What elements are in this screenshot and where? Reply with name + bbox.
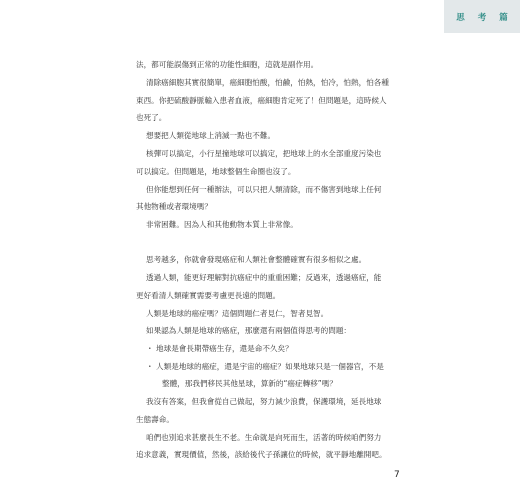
text-line: 我沒有答案，但我會從自己做起，努力減少浪費，保護環境，延長地球 — [146, 397, 382, 406]
text-line: 咱們也別追求甚麼長生不老。生命就是向死而生，活著的時候咱們努力 — [146, 433, 382, 442]
text-line: 思考越多，你就會發現癌症和人類社會整體確實有很多相似之處。 — [146, 255, 367, 264]
text-line: 可以搞定。但問題是，地球整個生命圈也沒了。 — [136, 167, 296, 176]
text-line: 也死了。 — [136, 113, 167, 122]
text-line: 清除癌細胞其實很簡單，癌細胞怕酸，怕鹼，怕熱，怕冷，怕熱，怕各種 — [146, 78, 389, 87]
bullet-line: ・ 人類是地球的癌症，還是宇宙的癌症？如果地球只是一個器官，不是 — [146, 362, 384, 371]
text-line: 核彈可以搞定，小行星撞地球可以搞定，把地球上的水全部重度污染也 — [146, 149, 382, 158]
text-line: 東西。你把硫酸靜脈輸入患者血液，癌細胞肯定死了！但問題是，這時候人 — [136, 96, 387, 105]
text-line: 但你能想到任何一種辦法，可以只把人類清除，而不傷害到地球上任何 — [146, 185, 382, 194]
text-line: 生態壽命。 — [136, 415, 174, 424]
text-line: 追求意義，實現價值，然後，該給後代子孫讓位的時候，就平靜地離開吧。 — [136, 450, 387, 459]
bullet-line: ・ 地球是會長期帶癌生存，還是命不久矣？ — [146, 344, 293, 353]
text-line: 透過人類，能更好理解對抗癌症中的重重困難；反過來，透過癌症，能 — [146, 273, 382, 282]
text-line: 非常困難。因為人和其他動物本質上非常像。 — [146, 220, 298, 229]
text-line: 更好看清人類確實需要考慮更長遠的問題。 — [136, 291, 281, 300]
text-line: 人類是地球的癌症嗎？這個問題仁者見仁，智者見智。 — [146, 309, 329, 318]
text-line: 其他物種或者環境嗎？ — [136, 202, 212, 211]
section-title: 思 考 篇 — [456, 12, 513, 23]
text-line: 想要把人類從地球上消滅一點也不難。 — [146, 131, 276, 140]
section-header-tab — [444, 0, 520, 33]
text-line: 法，都可能誤傷到正常的功能性細胞，這就是副作用。 — [136, 60, 319, 69]
bullet-continuation-line: 整體，那我們移民其他星球，算新的“癌症轉移”嗎？ — [162, 379, 337, 388]
page-number: 7 — [394, 470, 400, 480]
text-line: 如果認為人類是地球的癌症，那麼還有兩個值得思考的問題： — [146, 326, 352, 335]
